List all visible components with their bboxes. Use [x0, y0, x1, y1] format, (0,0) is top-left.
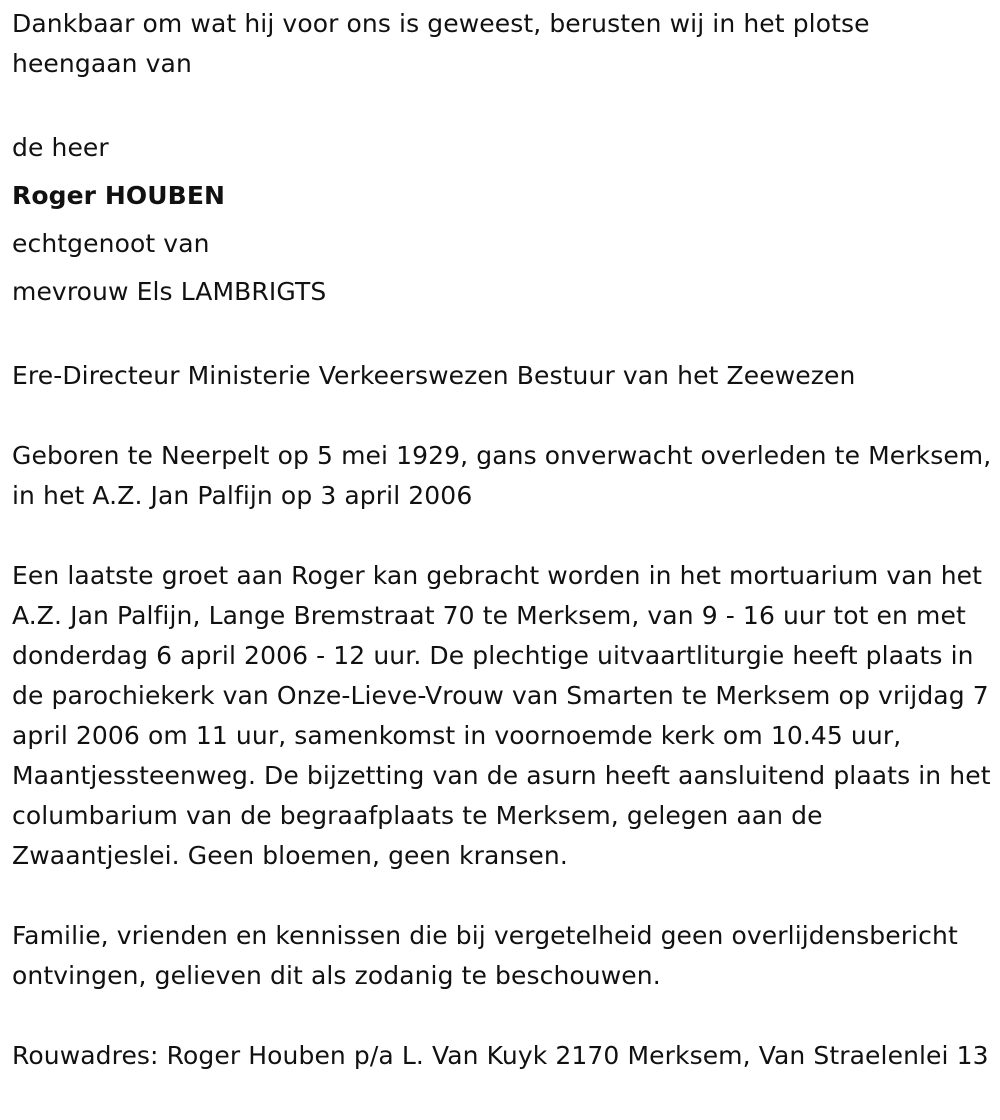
birth-death-text: Geboren te Neerpelt op 5 mei 1929, gans onverwacht overleden te Merksem, in het A.Z. Jan Palfijn op 3 april 2006 [12, 441, 992, 510]
spacer [12, 84, 996, 124]
spouse-name: mevrouw Els LAMBRIGTS [12, 277, 327, 306]
occupation-text: Ere-Directeur Ministerie Verkeerswezen Bestuur van het Zeewezen [12, 361, 856, 390]
spacer [12, 516, 996, 556]
mourning-address-text: Rouwadres: Roger Houben p/a L. Van Kuyk 2170 Merksem, Van Straelenlei 13 [12, 1041, 989, 1070]
title-prefix: de heer [12, 133, 109, 162]
deceased-name: Roger HOUBEN [12, 181, 226, 210]
spacer [12, 316, 996, 356]
spacer [12, 876, 996, 916]
funeral-details-text: Een laatste groet aan Roger kan gebracht worden in het mortuarium van het A.Z. Jan Palfijn, Lange Bremstraat 70 te Merksem, van 9 - 16 uur tot en met donderdag 6 april 2006 - 12 uur. De plechtige uitvaartliturgie heeft plaats in de parochiekerk van Onze-Lieve-Vrouw van Smarten te Merksem op vrijdag 7 april 2006 om 11 uur, samenkomst in voornoemde kerk om 10.45 uur, Maantjessteenweg. De bijzetting van de asurn heeft aansluitend plaats in het columbarium van de begraafplaats te Merksem, gelegen aan de Zwaantjeslei. Geen bloemen, geen kransen. [12, 561, 991, 870]
family-note-text: Familie, vrienden en kennissen die bij vergetelheid geen overlijdensbericht ontvingen, gelieven dit als zodanig te beschouwen. [12, 921, 958, 990]
spacer [12, 396, 996, 436]
spacer [12, 996, 996, 1036]
death-notice [12, 4, 996, 1076]
relation-text: echtgenoot van [12, 229, 210, 258]
intro-text: Dankbaar om wat hij voor ons is geweest, berusten wij in het plotse heengaan van [12, 9, 870, 78]
